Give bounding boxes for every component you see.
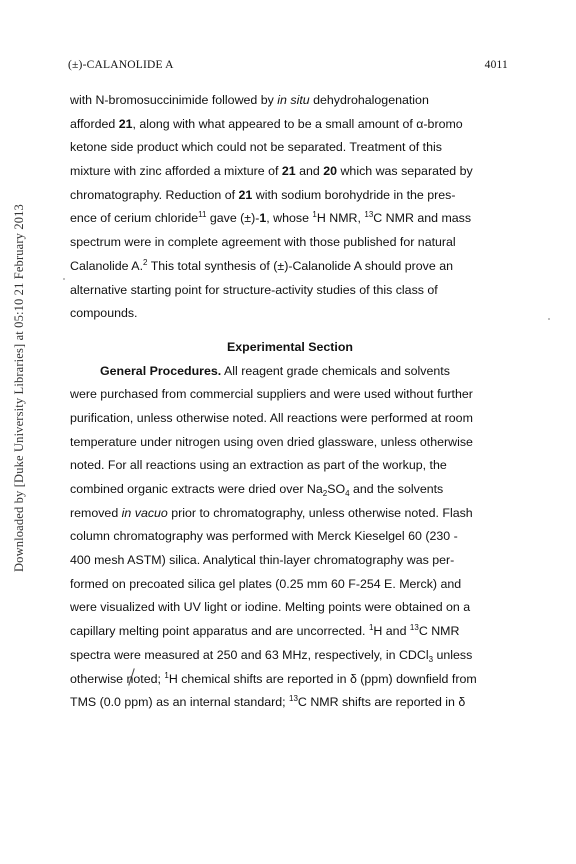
text-line: spectra were measured at 250 and 63 MHz, respectively, in CDCl$_3$ unless xyxy=(70,647,473,664)
text-line: compounds. xyxy=(70,306,138,321)
running-title: (±)-CALANOLIDE A xyxy=(68,59,174,71)
text-line: were purchased from commercial suppliers and were used without further xyxy=(70,387,473,402)
text-line: ence of cerium chloride$^{11}$ gave (±)-1, whose $^1$H NMR, $^{13}$C NMR and mass xyxy=(70,210,472,226)
text-line: afforded 21, along with what appeared to be a small amount of α-bromo xyxy=(70,116,463,131)
text-line: noted. For all reactions using an extraction as part of the workup, the xyxy=(70,458,447,473)
text-line: were visualized with UV light or iodine. Melting points were obtained on a xyxy=(70,600,471,615)
text-line: Calanolide A.$^2$ This total synthesis of (±)-Calanolide A should prove an xyxy=(70,257,453,273)
page-number: 4011 xyxy=(484,59,508,71)
text-line: mixture with zinc afforded a mixture of 21 and 20 which was separated by xyxy=(70,164,473,179)
text-line: purification, unless otherwise noted. All reactions were performed at room xyxy=(70,410,473,425)
text-line: otherwise noted; $^1$H chemical shifts are reported in δ (ppm) downfield from xyxy=(70,670,477,686)
scan-speck xyxy=(548,318,550,320)
text-line: temperature under nitrogen using oven dried glassware, unless otherwise xyxy=(70,434,473,449)
download-watermark: Downloaded by [Duke University Libraries] at 05:10 21 February 2013 xyxy=(12,204,26,572)
experimental-section xyxy=(70,336,510,715)
text-line: alternative starting point for structure-activity studies of this class of xyxy=(70,282,438,297)
text-line: with N-bromosuccinimide followed by in situ dehydrohalogenation xyxy=(70,93,429,107)
paragraph-synthesis xyxy=(70,89,510,326)
text-line: capillary melting point apparatus and are uncorrected. $^1$H and $^{13}$C NMR xyxy=(70,623,460,639)
section-heading: Experimental Section xyxy=(226,339,353,354)
scan-speck xyxy=(63,278,65,280)
text-line: formed on precoated silica gel plates (0.25 mm 60 F-254 E. Merck) and xyxy=(70,576,462,591)
text-line: chromatography. Reduction of 21 with sodium borohydride in the pres- xyxy=(70,187,456,202)
text-line: General Procedures. All reagent grade chemicals and solvents xyxy=(100,363,450,378)
text-line: ketone side product which could not be separated. Treatment of this xyxy=(70,140,442,155)
text-line: 400 mesh ASTM) silica. Analytical thin-layer chromatography was per- xyxy=(70,553,455,568)
page-body xyxy=(70,89,510,715)
text-line: removed in vacuo prior to chromatography, unless otherwise noted. Flash xyxy=(70,505,473,520)
text-line: column chromatography was performed with Merck Kieselgel 60 (230 - xyxy=(70,529,458,544)
text-line: spectrum were in complete agreement with those published for natural xyxy=(70,235,456,250)
text-line: combined organic extracts were dried over $Na_2SO_4$ and the solvents xyxy=(70,482,444,498)
text-line: TMS (0.0 ppm) as an internal standard; $^{13}$C NMR shifts are reported in δ xyxy=(70,694,466,710)
